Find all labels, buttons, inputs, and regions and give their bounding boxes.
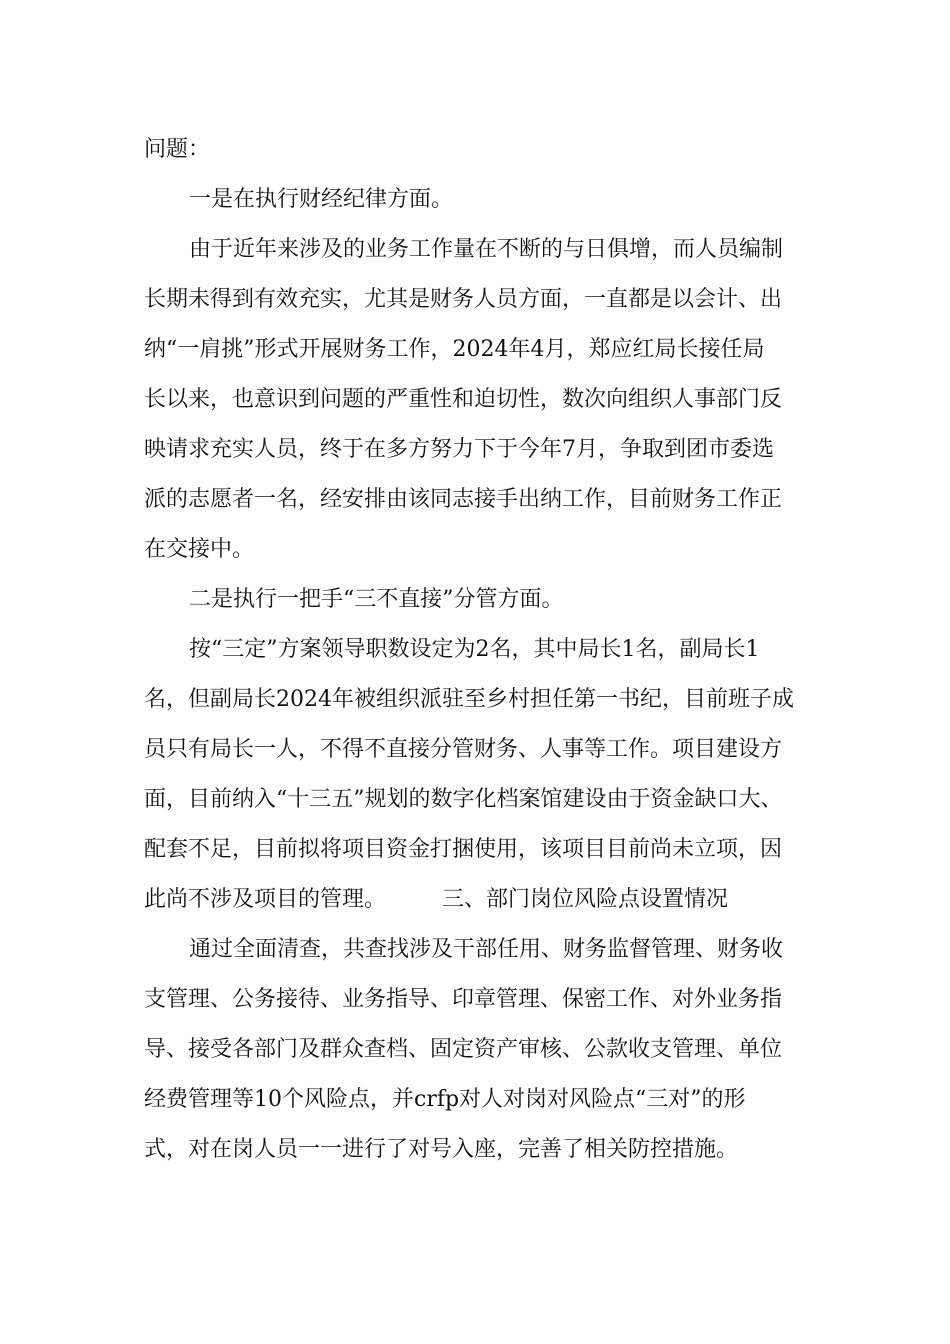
text-line: 支管理、公务接待、业务指导、印章管理、保密工作、对外业务指 [144, 987, 783, 1012]
text-line: 通过全面清查，共查找涉及干部任用、财务监督管理、财务收 [189, 937, 784, 962]
text-line: 名，但副局长2024年被组织派驻至乡村担任第一书纪，目前班子成 [144, 687, 794, 712]
text-line: 映请求充实人员，终于在多方努力下于今年7月，争取到团市委选 [144, 437, 774, 462]
text-line: 式，对在岗人员一一进行了对号入座，完善了相关防控措施。 [144, 1137, 739, 1162]
section-heading: 一是在执行财经纪律方面。 [189, 187, 454, 212]
text-line: 由于近年来涉及的业务工作量在不断的与日俱增，而人员编制 [189, 237, 784, 262]
text-line: 在交接中。 [144, 537, 255, 562]
text-line: 按“三定”方案领导职数设定为2名，其中局长1名，副局长1 [189, 637, 760, 662]
section-heading: 二是执行一把手“三不直接”分管方面。 [189, 587, 564, 612]
text-line: 纳“一肩挑”形式开展财务工作，2024年4月，郑应红局长接任局 [144, 337, 765, 362]
text-line: 派的志愿者一名，经安排由该同志接手出纳工作，目前财务工作正 [144, 487, 783, 512]
text-line: 长期未得到有效充实，尤其是财务人员方面，一直都是以会计、出 [144, 287, 783, 312]
text-line: 面，目前纳入“十三五”规划的数字化档案馆建设由于资金缺口大、 [144, 787, 783, 812]
text-line: 此尚不涉及项目的管理。 三、部门岗位风险点设置情况 [144, 887, 728, 912]
text-line: 问题： [144, 137, 211, 162]
text-line: 配套不足，目前拟将项目资金打捆使用，该项目目前尚未立项，因 [144, 837, 783, 862]
text-line: 员只有局长一人，不得不直接分管财务、人事等工作。项目建设方 [144, 737, 783, 762]
text-line: 导、接受各部门及群众查档、固定资产审核、公款收支管理、单位 [144, 1037, 783, 1062]
text-line: 经费管理等10个风险点，并crfp对人对岗对风险点“三对”的形 [144, 1087, 746, 1112]
text-line: 长以来，也意识到问题的严重性和迫切性，数次向组织人事部门反 [144, 387, 783, 412]
